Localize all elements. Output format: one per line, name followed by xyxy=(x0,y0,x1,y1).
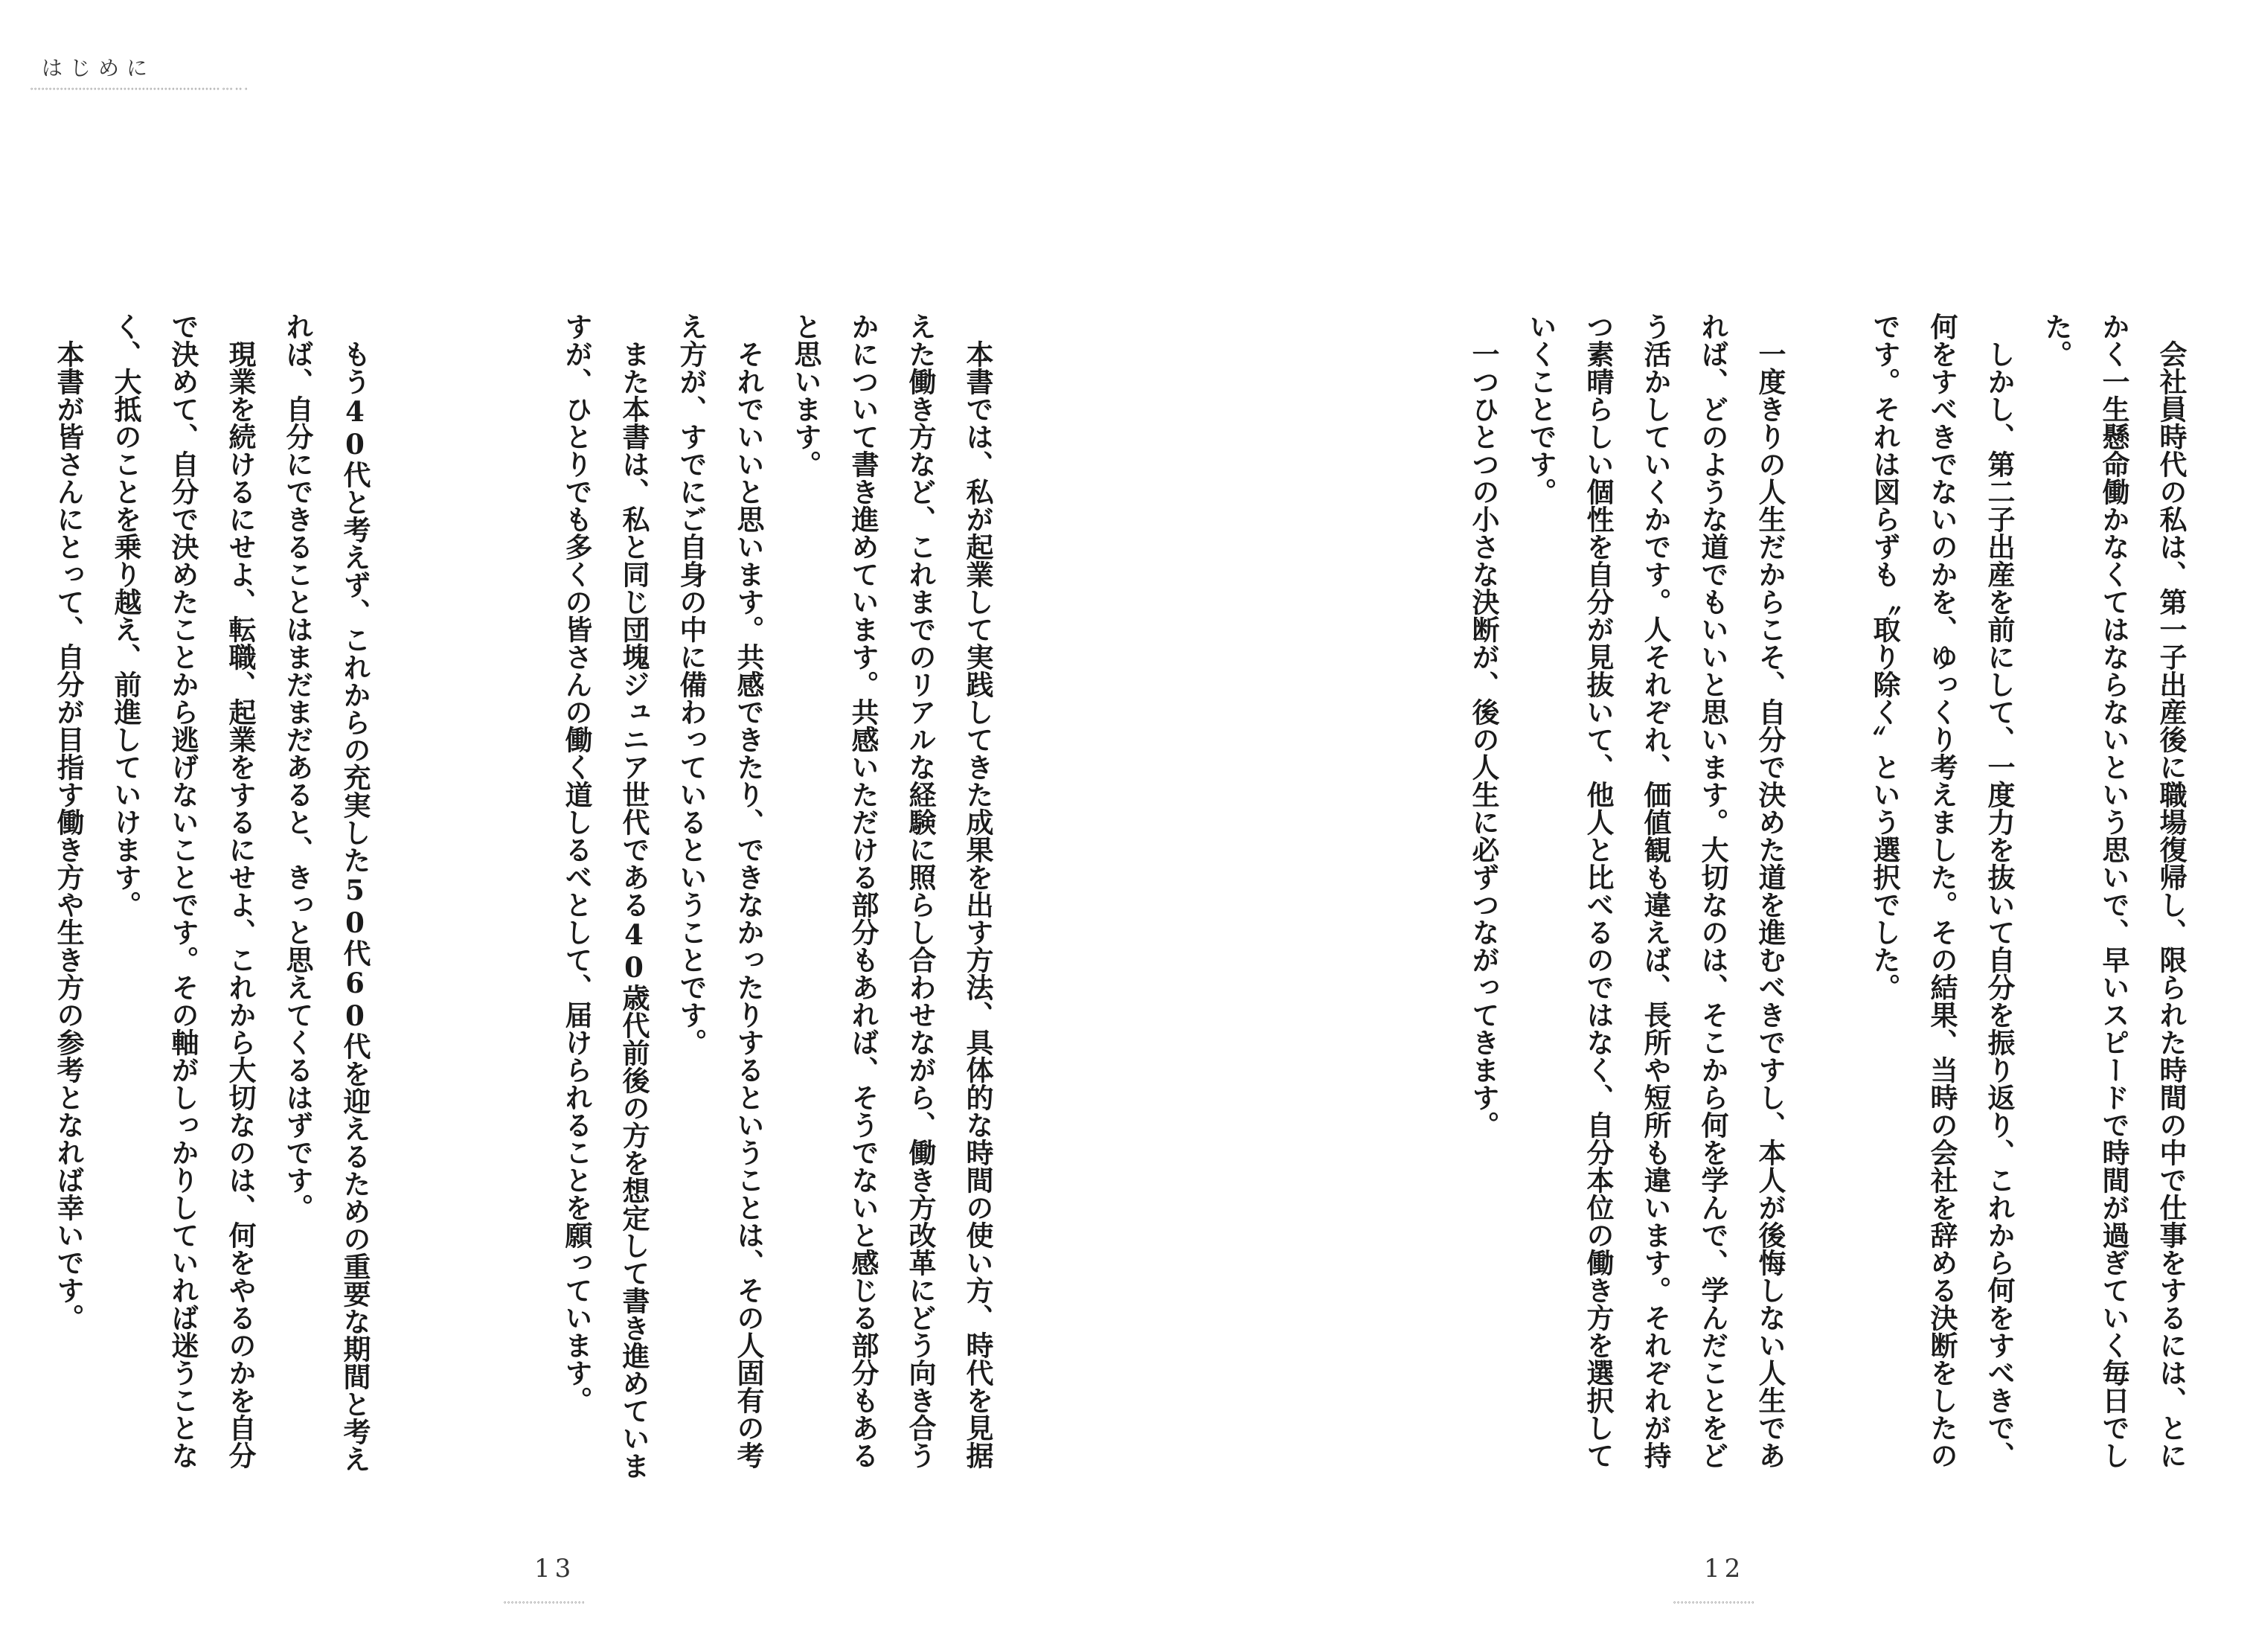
paragraph: もう40代と考えず、これからの充実した50代60代を迎えるための重要な期間と考えれば、自分にできることはまだまだあると、きっと思えてくるはずです。 xyxy=(281,313,371,1473)
right-page xyxy=(1125,0,2250,1652)
paragraph: 一度きりの人生だからこそ、自分で決めた道を進むべきですし、本人が後悔しない人生であれば、どのような道でもいいと思います。大切なのは、そこから何を学んで、学んだことをどう活かしていくかです。人それぞれ、価値観も違えば、長所や短所も違います。それぞれが持つ素晴らしい個性を自分が見抜いて、他人と比べるのではなく、自分本位の働き方を選択していくことです。 xyxy=(1525,313,1786,1469)
paragraph: 一つひとつの小さな決断が、後の人生に必ずつながってきます。 xyxy=(1467,340,1500,1139)
paragraph: 本書では、私が起業して実践してきた成果を出す方法、具体的な時間の使い方、時代を見据えた働き方など、これまでのリアルな経験に照らし合わせながら、働き方改革にどう向き合うかについて書き進めています。共感いただける部分もあれば、そうでないと感じる部分もあると思います。 xyxy=(789,313,994,1469)
page-number-ornament: ∘∘∘∘∘∘∘∘∘∘∘∘∘∘∘∘∘∘∘∘∘∘ xyxy=(1673,1599,1755,1606)
page-number: 12 xyxy=(1704,1554,1746,1584)
paragraph: それでいいと思います。共感できたり、できなかったりするということは、その人固有の考え方が、すでにご自身の中に備わっているということです。 xyxy=(675,313,765,1469)
left-page-body-column-2 xyxy=(0,313,440,1488)
right-page-body xyxy=(1467,313,2199,1488)
left-page-body-column-1 xyxy=(485,313,1006,1488)
page-number-ornament: ∘∘∘∘∘∘∘∘∘∘∘∘∘∘∘∘∘∘∘∘∘∘ xyxy=(503,1599,586,1606)
paragraph: 会社員時代の私は、第一子出産後に職場復帰し、限られた時間の中で仕事をするには、とにかく一生懸命働かなくてはならないという思いで、早いスピードで時間が過ぎていく毎日でした。 xyxy=(2040,313,2188,1469)
paragraph: 本書が皆さんにとって、自分が目指す働き方や生き方の参考となれば幸いです。 xyxy=(52,340,85,1331)
paragraph: また本書は、私と同じ団塊ジュニア世代である40歳代前後の方を想定して書き進めていますが、ひとりでも多くの皆さんの働く道しるべとして、届けられることを願っています。 xyxy=(560,313,650,1479)
chapter-rule-ornament: ∘∘∘∘∘∘∘∘∘∘∘∘∘∘∘∘∘∘∘∘∘∘∘∘∘∘∘∘∘∘∘∘∘∘∘∘∘∘∘∘∘∘∘∘∘∘∘∘∘∘∘ ∘∘∘ ∘∘ ∘ xyxy=(30,86,249,92)
chapter-title: はじめに xyxy=(42,56,156,80)
paragraph: しかし、第二子出産を前にして、一度力を抜いて自分を振り返り、これから何をすべきで、何をすべきでないのかを、ゆっくり考えました。その結果、当時の会社を辞める決断をしたのです。それは図らずも〝取り除く〟という選択でした。 xyxy=(1868,313,2016,1469)
paragraph: 現業を続けるにせよ、転職、起業をするにせよ、これから大切なのは、何をやるのかを自分で決めて、自分で決めたことから逃げないことです。その軸がしっかりしていれば迷うことなく、大抵のことを乗り越え、前進していけます。 xyxy=(109,313,257,1469)
page-number: 13 xyxy=(534,1554,576,1584)
